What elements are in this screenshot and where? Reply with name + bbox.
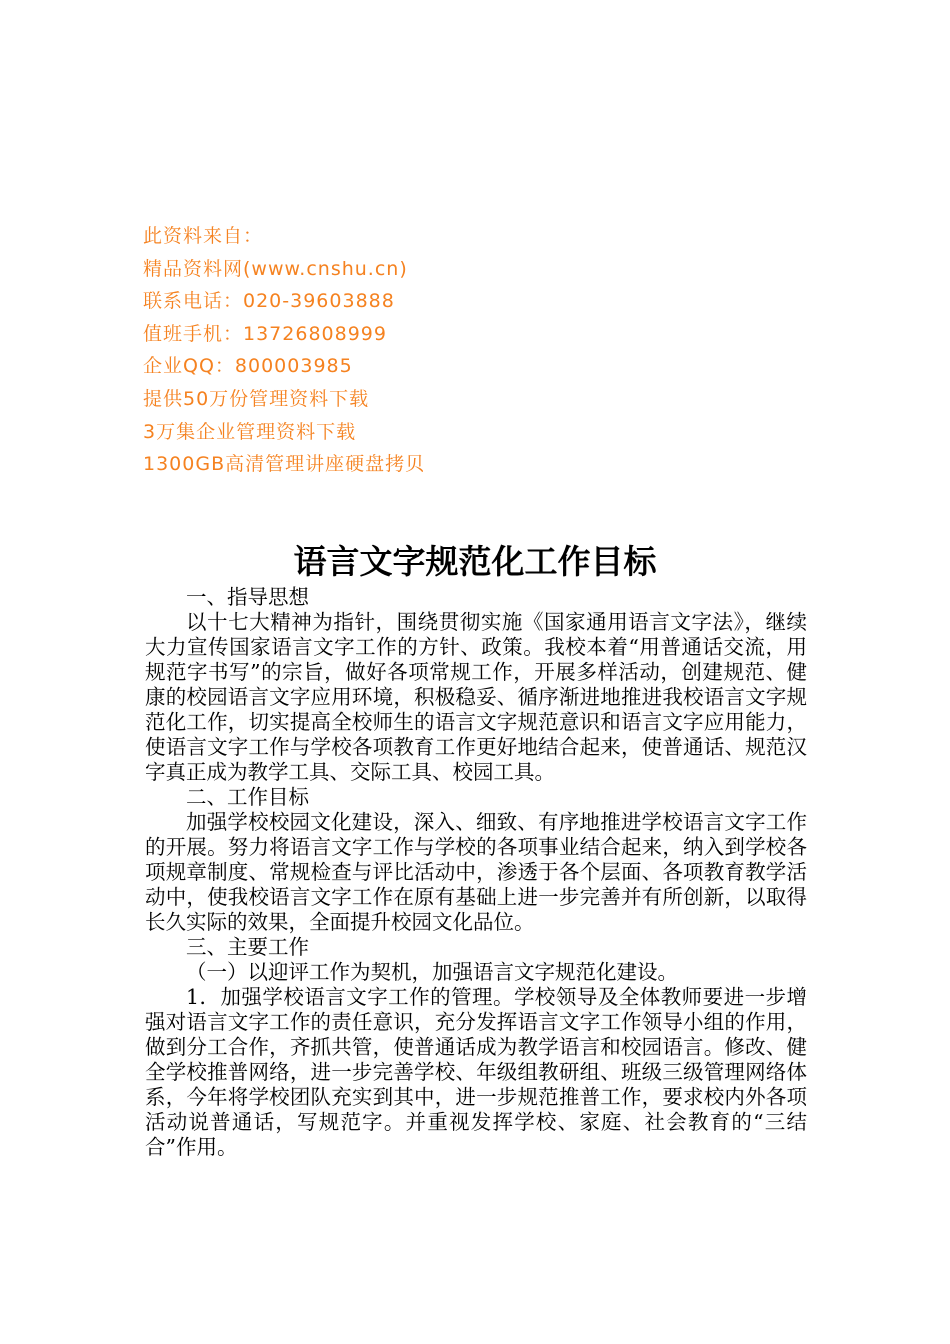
source-line-offer-2: 3万集企业管理资料下载 [143, 420, 357, 443]
source-line-offer-3: 1300GB高清管理讲座硬盘拷贝 [143, 453, 426, 476]
section-heading-goals: 二、工作目标 [186, 785, 309, 809]
paragraph-main-work-item-1: 1．加强学校语言文字工作的管理。学校领导及全体教师要进一步增强对语言文字工作的责任意识，充分发挥语言文字工作领导小组的作用，做到分工合作，齐抓共管，使普通话成为教学语言和校园语言。修改、健全学校推普网络，进一步完善学校、年级组教研组、班级三级管理网络体系，今年将学校团队充实到其中，进一步规范推普工作，要求校内外各项活动说普通话，写规范字。并重视发挥学校、家庭、社会教育的“三结合”作用。 [145, 985, 807, 1159]
source-line-website: 精品资料网(www.cnshu.cn) [143, 257, 408, 280]
paragraph-goals: 加强学校校园文化建设，深入、细致、有序地推进学校语言文字工作的开展。努力将语言文字工作与学校的各项事业结合起来，纳入到学校各项规章制度、常规检查与评比活动中，渗透于各个层面、各项教育教学活动中，使我校语言文字工作在原有基础上进一步完善并有所创新，以取得长久实际的效果，全面提升校园文化品位。 [145, 810, 807, 934]
document-title: 语言文字规范化工作目标 [293, 542, 657, 581]
section-heading-guiding: 一、指导思想 [186, 585, 309, 609]
source-line-offer-1: 提供50万份管理资料下载 [143, 387, 370, 410]
section-heading-main-work: 三、主要工作 [186, 935, 309, 959]
source-line-origin: 此资料来自： [143, 225, 264, 247]
paragraph-guiding: 以十七大精神为指针，围绕贯彻实施《国家通用语言文字法》，继续大力宣传国家语言文字工作的方针、政策。我校本着“用普通话交流，用规范字书写”的宗旨，做好各项常规工作，开展多样活动，创建规范、健康的校园语言文字应用环境，积极稳妥、循序渐进地推进我校语言文字规范化工作，切实提高全校师生的语言文字规范意识和语言文字应用能力，使语言文字工作与学校各项教育工作更好地结合起来，使普通话、规范汉字真正成为教学工具、交际工具、校园工具。 [145, 610, 807, 784]
source-line-phone: 联系电话：020-39603888 [143, 290, 395, 313]
sub-heading-main-work-1: （一）以迎评工作为契机，加强语言文字规范化建设。 [186, 960, 678, 984]
document-body [145, 585, 807, 1160]
source-line-qq: 企业QQ：800003985 [143, 355, 353, 378]
source-info-block [143, 220, 743, 481]
source-line-mobile: 值班手机：13726808999 [143, 322, 387, 345]
